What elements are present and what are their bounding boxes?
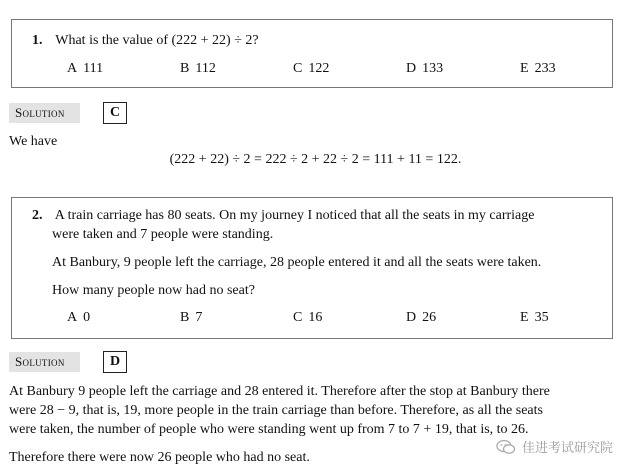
question-number: 2. (32, 208, 43, 223)
option-letter: C (293, 310, 303, 325)
option-value: 26 (422, 310, 437, 325)
solution-2-answer: D (103, 351, 127, 373)
option-letter: E (520, 310, 529, 325)
option-letter: A (67, 61, 78, 76)
option-c[interactable] (293, 60, 329, 78)
solution-1-intro: We have (9, 134, 58, 149)
watermark (496, 437, 613, 456)
question-1-box (11, 19, 613, 88)
solution-2-line-3: were taken, the number of people who were standing went up from 7 to 7 + 19, that is, to 26. (9, 422, 529, 437)
option-letter: A (67, 310, 78, 325)
solution-2-line-1: At Banbury 9 people left the carriage and 28 entered it. Therefore after the stop at Banbury there (9, 384, 550, 399)
solution-2-line-4: Therefore there were now 26 people who had no seat. (9, 450, 310, 465)
option-value: 233 (534, 61, 556, 76)
option-b[interactable] (180, 309, 202, 327)
option-a[interactable] (67, 60, 103, 78)
question-text: What is the value of (222 + 22) ÷ 2? (55, 33, 259, 48)
question-text: A train carriage has 80 seats. On my journey I noticed that all the seats in my carriage (54, 208, 535, 223)
option-value: 133 (422, 61, 444, 76)
option-value: 0 (83, 310, 91, 325)
wechat-icon (496, 439, 516, 455)
question-2-stem-line-1 (32, 207, 604, 225)
solution-2-line-2: were 28 − 9, that is, 19, more people in the train carriage than before. Therefore, as all the seats (9, 403, 543, 418)
option-a[interactable] (67, 309, 90, 327)
watermark-text: 佳进考试研究院 (521, 441, 613, 456)
option-c[interactable] (293, 309, 322, 327)
solution-1-answer: C (103, 102, 127, 124)
option-d[interactable] (406, 309, 436, 327)
option-b[interactable] (180, 60, 216, 78)
question-2-stem-line-4: How many people now had no seat? (52, 283, 255, 298)
option-letter: B (180, 310, 190, 325)
option-letter: C (293, 61, 303, 76)
solution-1-equation: (222 + 22) ÷ 2 = 222 ÷ 2 + 22 ÷ 2 = 111 + 11 = 122. (169, 152, 462, 167)
option-e[interactable] (520, 60, 556, 78)
option-letter: B (180, 61, 190, 76)
option-value: 122 (308, 61, 330, 76)
option-d[interactable] (406, 60, 443, 78)
option-e[interactable] (520, 309, 549, 327)
solution-1-label: Solution (9, 103, 80, 123)
question-2-stem-line-2: were taken and 7 people were standing. (52, 227, 274, 242)
question-2-box (11, 197, 613, 339)
option-value: 16 (308, 310, 323, 325)
option-letter: E (520, 61, 529, 76)
solution-2-label: Solution (9, 352, 80, 372)
option-value: 112 (195, 61, 216, 76)
question-2-stem-line-3: At Banbury, 9 people left the carriage, 28 people entered it and all the seats were taken. (52, 255, 542, 270)
question-1-stem (32, 32, 604, 50)
option-value: 111 (83, 61, 104, 76)
option-letter: D (406, 310, 417, 325)
option-value: 7 (195, 310, 203, 325)
question-number: 1. (32, 33, 43, 48)
option-letter: D (406, 61, 417, 76)
option-value: 35 (534, 310, 549, 325)
